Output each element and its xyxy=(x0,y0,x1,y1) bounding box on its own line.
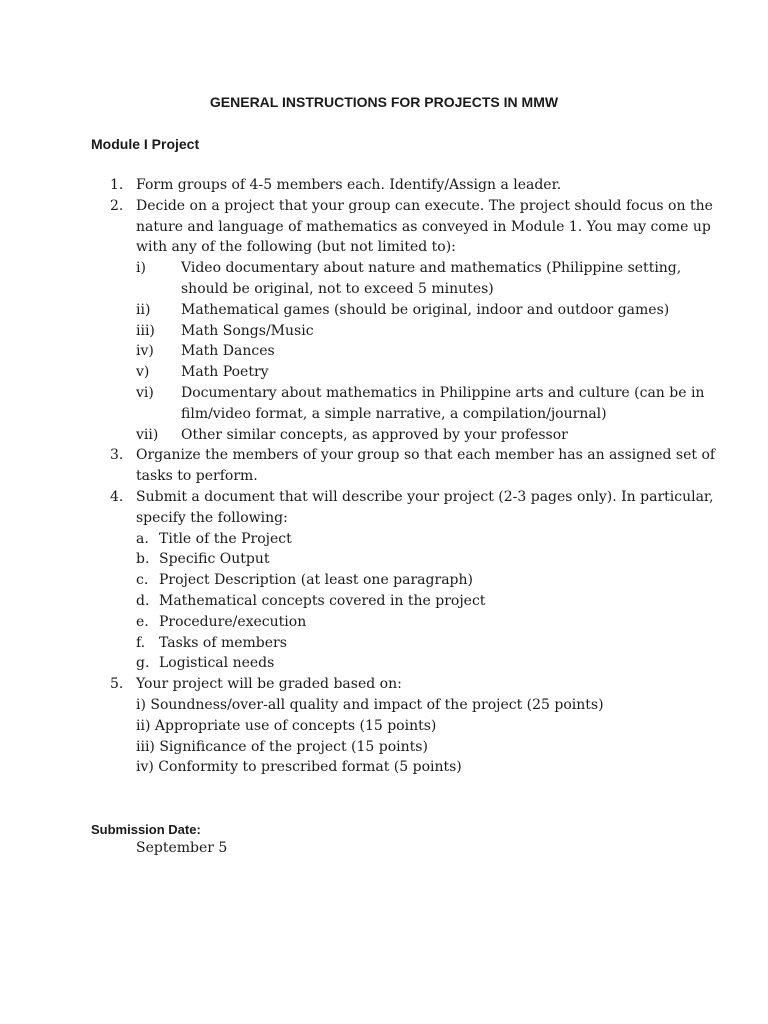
subitem-text: Project Description (at least one paragraph) xyxy=(159,572,473,589)
subitem-e xyxy=(0,612,768,633)
item-number: 2. xyxy=(110,197,124,214)
subitem-text: Specific Output xyxy=(159,551,270,568)
subitem-text: Procedure/execution xyxy=(159,613,307,630)
list-item-4-continued xyxy=(0,508,768,529)
item-text: Your project will be graded based on: xyxy=(136,676,402,693)
criterion-3 xyxy=(0,737,768,758)
list-item-3-continued xyxy=(0,466,768,487)
subitem-marker: c. xyxy=(136,572,149,589)
subitem-text: Mathematical concepts covered in the project xyxy=(159,592,486,609)
criterion-1 xyxy=(0,695,768,716)
item-text: Submit a document that will describe your project (2-3 pages only). In particular, xyxy=(136,488,714,505)
subitem-text: film/video format, a simple narrative, a compilation/journal) xyxy=(181,405,607,422)
subitem-b xyxy=(0,549,768,570)
item-number: 3. xyxy=(110,447,124,464)
item-number: 1. xyxy=(110,177,124,193)
subitem-c xyxy=(0,570,768,591)
subitem-marker: d. xyxy=(136,592,150,609)
subitem-text: Mathematical games (should be original, indoor and outdoor games) xyxy=(181,301,670,318)
subitem-marker: b. xyxy=(136,551,150,568)
list-item-5 xyxy=(0,674,768,695)
list-item-2-continued xyxy=(0,237,768,258)
subitem-marker: iii) xyxy=(136,322,155,339)
submission-date-value: September 5 xyxy=(136,840,228,856)
list-item-1 xyxy=(0,175,768,196)
subitem-text: Title of the Project xyxy=(159,530,292,547)
item-number: 4. xyxy=(110,488,124,505)
subitem-marker: g. xyxy=(136,655,150,672)
criterion-4 xyxy=(0,757,768,778)
subitem-vi-continued xyxy=(0,404,768,425)
subitem-iv xyxy=(0,341,768,362)
subitem-ii xyxy=(0,300,768,321)
subitem-v xyxy=(0,362,768,383)
criterion-text: iv) Conformity to prescribed format (5 points) xyxy=(136,759,462,776)
subitem-text: should be original, not to exceed 5 minutes) xyxy=(181,280,494,297)
subitem-a xyxy=(0,529,768,550)
subitem-text: Tasks of members xyxy=(159,634,287,651)
subitem-marker: f. xyxy=(136,634,146,651)
criterion-text: iii) Significance of the project (15 points) xyxy=(136,738,428,755)
subitem-vii xyxy=(0,425,768,446)
item-text: Form groups of 4-5 members each. Identify/Assign a leader. xyxy=(136,177,562,193)
subitem-text: Video documentary about nature and mathematics (Philippine setting, xyxy=(181,260,682,277)
subitem-marker: vii) xyxy=(136,426,159,443)
subitem-text: Math Poetry xyxy=(181,364,269,381)
subitem-text: Other similar concepts, as approved by your professor xyxy=(181,426,568,443)
subitem-f xyxy=(0,633,768,654)
subitem-vi xyxy=(0,383,768,404)
subitem-text: Logistical needs xyxy=(159,655,275,672)
subitem-marker: a. xyxy=(136,530,149,547)
item-text: nature and language of mathematics as conveyed in Module 1. You may come up xyxy=(136,218,711,235)
subitem-text: Math Dances xyxy=(181,343,275,360)
subitem-marker: vi) xyxy=(136,384,154,401)
list-item-4 xyxy=(0,487,768,508)
instruction-list xyxy=(0,175,768,778)
subitem-marker: iv) xyxy=(136,343,154,360)
list-item-2 xyxy=(0,196,768,217)
item-text: with any of the following (but not limited to): xyxy=(136,239,456,256)
subitem-marker: e. xyxy=(136,613,149,630)
subitem-i xyxy=(0,258,768,279)
list-item-2-continued xyxy=(0,217,768,238)
subitem-d xyxy=(0,591,768,612)
item-text: Organize the members of your group so that each member has an assigned set of xyxy=(136,447,716,464)
document-title: GENERAL INSTRUCTIONS FOR PROJECTS IN MMW xyxy=(209,94,559,110)
subitem-text: Math Songs/Music xyxy=(181,322,314,339)
subitem-marker: v) xyxy=(136,364,150,381)
item-text: tasks to perform. xyxy=(136,468,258,485)
criterion-text: i) Soundness/over-all quality and impact of the project (25 points) xyxy=(136,696,604,713)
item-text: specify the following: xyxy=(136,509,288,526)
subitem-iii xyxy=(0,321,768,342)
subitem-i-continued xyxy=(0,279,768,300)
list-item-3 xyxy=(0,445,768,466)
module-heading: Module I Project xyxy=(91,136,200,152)
subitem-text: Documentary about mathematics in Philippine arts and culture (can be in xyxy=(181,384,705,401)
submission-date-label: Submission Date: xyxy=(91,822,201,837)
criterion-text: ii) Appropriate use of concepts (15 points) xyxy=(136,717,437,734)
subitem-marker: i) xyxy=(136,260,146,277)
criterion-2 xyxy=(0,716,768,737)
item-number: 5. xyxy=(110,676,124,693)
subitem-g xyxy=(0,653,768,674)
item-text: Decide on a project that your group can execute. The project should focus on the xyxy=(136,197,713,214)
subitem-marker: ii) xyxy=(136,301,151,318)
